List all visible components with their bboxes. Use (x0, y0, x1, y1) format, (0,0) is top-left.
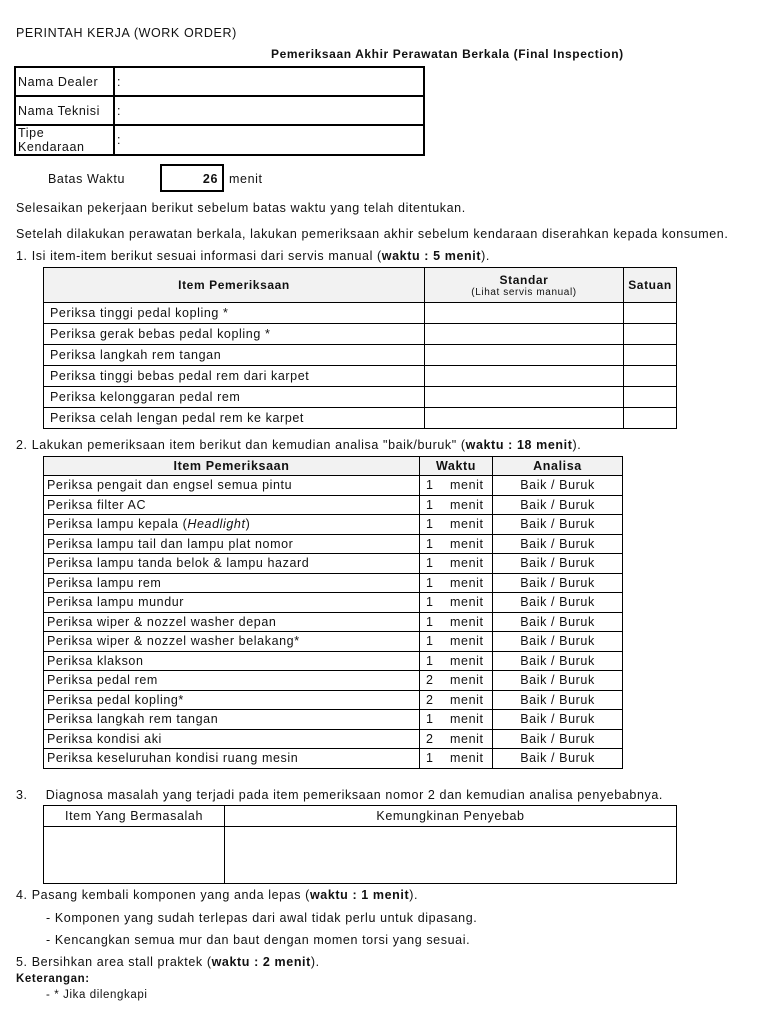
analysis-cell[interactable]: Baik / Buruk (493, 593, 623, 613)
cause-input[interactable] (225, 827, 677, 884)
time-qty: 1 (426, 712, 434, 727)
item-cell (44, 593, 420, 613)
time-cell (420, 690, 493, 710)
section3-heading (16, 788, 663, 802)
time-cell (420, 749, 493, 769)
time-qty: 1 (426, 575, 434, 590)
col-header-time: Waktu (420, 457, 493, 476)
standard-title: Standar (499, 272, 549, 287)
table-header-row (44, 268, 677, 303)
time-unit: menit (450, 634, 484, 649)
section-number: 4. (16, 888, 28, 902)
item-text: Periksa lampu kepala ( (47, 517, 188, 532)
analysis-cell[interactable]: Baik / Buruk (493, 534, 623, 554)
item-text: Periksa klakson (47, 653, 144, 668)
instruction-2: Setelah dilakukan perawatan berkala, lakukan pemeriksaan akhir sebelum kendaraan diserahkan kepada konsumen. (16, 227, 729, 241)
col-header-standard (425, 268, 624, 303)
section2-heading (16, 438, 581, 452)
table-row (44, 710, 623, 730)
table-row (44, 690, 623, 710)
unit-input[interactable] (624, 345, 677, 366)
inspection-table (43, 456, 623, 769)
time-cell (420, 651, 493, 671)
time-cell (420, 632, 493, 652)
section-end: ). (481, 249, 490, 263)
item-text: Periksa lampu rem (47, 575, 162, 590)
time-qty: 1 (426, 653, 434, 668)
time-qty: 1 (426, 614, 434, 629)
table-row (44, 408, 677, 429)
time-qty: 1 (426, 517, 434, 532)
item-text: Periksa langkah rem tangan (47, 712, 219, 727)
analysis-cell[interactable]: Baik / Buruk (493, 554, 623, 574)
table-header-row (44, 806, 677, 827)
time-qty: 2 (426, 692, 434, 707)
item-cell (44, 710, 420, 730)
time-cell (420, 534, 493, 554)
section-time: waktu : 1 menit (309, 888, 410, 902)
table-row (44, 324, 677, 345)
item-cell (44, 612, 420, 632)
table-row (44, 476, 623, 496)
page-title: Pemeriksaan Akhir Perawatan Berkala (Final Inspection) (271, 47, 624, 61)
item-cell: Periksa kelonggaran pedal rem (44, 387, 425, 408)
standards-table (43, 267, 677, 429)
time-cell (420, 671, 493, 691)
item-cell (44, 476, 420, 496)
time-unit: menit (450, 536, 484, 551)
item-cell: Periksa tinggi bebas pedal rem dari karpet (44, 366, 425, 387)
time-qty: 1 (426, 595, 434, 610)
time-limit-unit: menit (229, 172, 263, 186)
doc-type: PERINTAH KERJA (WORK ORDER) (16, 26, 237, 40)
time-unit: menit (450, 673, 484, 688)
item-cell (44, 632, 420, 652)
time-unit: menit (450, 517, 484, 532)
analysis-cell[interactable]: Baik / Buruk (493, 690, 623, 710)
instruction-1: Selesaikan pekerjaan berikut sebelum batas waktu yang telah ditentukan. (16, 201, 466, 215)
table-row (44, 554, 623, 574)
item-cell (44, 515, 420, 535)
section-text: Bersihkan area stall praktek ( (31, 955, 212, 969)
section-text: Isi item-item berikut sesuai informasi dari servis manual ( (31, 249, 382, 263)
time-cell (420, 710, 493, 730)
time-unit: menit (450, 751, 484, 766)
analysis-cell[interactable]: Baik / Buruk (493, 729, 623, 749)
time-qty: 2 (426, 731, 434, 746)
unit-input[interactable] (624, 408, 677, 429)
analysis-cell[interactable]: Baik / Buruk (493, 476, 623, 496)
col-header-cause: Kemungkinan Penyebab (225, 806, 677, 827)
item-text: Periksa filter AC (47, 497, 147, 512)
section-number: 2. (16, 438, 28, 452)
time-cell (420, 593, 493, 613)
item-cell (44, 573, 420, 593)
section-text: Diagnosa masalah yang terjadi pada item pemeriksaan nomor 2 dan kemudian analisa penyebabnya. (45, 788, 663, 802)
time-unit: menit (450, 653, 484, 668)
item-cell (44, 495, 420, 515)
info-row-vehicle (15, 125, 424, 155)
item-cell (44, 749, 420, 769)
info-label: Tipe Kendaraan (15, 125, 114, 155)
analysis-cell[interactable]: Baik / Buruk (493, 651, 623, 671)
analysis-cell[interactable]: Baik / Buruk (493, 495, 623, 515)
info-row-technician (15, 96, 424, 125)
item-cell (44, 729, 420, 749)
time-cell (420, 573, 493, 593)
standard-input[interactable] (425, 366, 624, 387)
diagnosis-table (43, 805, 677, 884)
item-cell: Periksa tinggi pedal kopling * (44, 303, 425, 324)
problem-item-input[interactable] (44, 827, 225, 884)
table-header-row (44, 457, 623, 476)
section-end: ). (409, 888, 419, 902)
time-cell (420, 612, 493, 632)
time-qty: 1 (426, 478, 434, 493)
section5-heading (16, 955, 320, 969)
table-row (44, 366, 677, 387)
info-label: Nama Dealer (15, 67, 114, 96)
item-text: Periksa lampu tanda belok & lampu hazard (47, 556, 310, 571)
info-label: Nama Teknisi (15, 96, 114, 125)
section-number: 3. (16, 788, 28, 802)
time-unit: menit (450, 556, 484, 571)
table-row (44, 632, 623, 652)
col-header-item: Item Pemeriksaan (44, 268, 425, 303)
time-unit: menit (450, 595, 484, 610)
col-header-unit: Satuan (624, 268, 677, 303)
item-text: Periksa pedal rem (47, 673, 158, 688)
time-qty: 1 (426, 497, 434, 512)
item-text: Periksa pedal kopling* (47, 692, 184, 707)
time-cell (420, 554, 493, 574)
item-cell (44, 651, 420, 671)
time-cell (420, 515, 493, 535)
time-unit: menit (450, 497, 484, 512)
unit-input[interactable] (624, 324, 677, 345)
table-row (44, 651, 623, 671)
time-qty: 1 (426, 556, 434, 571)
unit-input[interactable] (624, 387, 677, 408)
standard-input[interactable] (425, 345, 624, 366)
time-unit: menit (450, 731, 484, 746)
notes-title: Keterangan: (16, 973, 90, 985)
item-cell (44, 690, 420, 710)
section4-heading (16, 888, 418, 902)
table-row (44, 612, 623, 632)
analysis-cell[interactable]: Baik / Buruk (493, 573, 623, 593)
section-end: ). (310, 955, 320, 969)
unit-input[interactable] (624, 366, 677, 387)
time-unit: menit (450, 692, 484, 707)
table-row (44, 593, 623, 613)
item-text: Periksa lampu mundur (47, 595, 185, 610)
item-cell: Periksa celah lengan pedal rem ke karpet (44, 408, 425, 429)
time-unit: menit (450, 478, 484, 493)
item-cell: Periksa gerak bebas pedal kopling * (44, 324, 425, 345)
dealer-field[interactable]: : (114, 67, 424, 96)
standard-input[interactable] (425, 303, 624, 324)
item-cell (44, 671, 420, 691)
table-row (44, 345, 677, 366)
table-row (44, 387, 677, 408)
note-item: - * Jika dilengkapi (46, 989, 148, 1001)
table-row (44, 495, 623, 515)
time-cell (420, 476, 493, 496)
analysis-cell[interactable]: Baik / Buruk (493, 632, 623, 652)
standard-input[interactable] (425, 408, 624, 429)
time-limit-value: 26 (160, 164, 224, 192)
item-text: Periksa pengait dan engsel semua pintu (47, 478, 293, 493)
bullet-item: - Komponen yang sudah terlepas dari awal tidak perlu untuk dipasang. (46, 911, 478, 925)
analysis-cell[interactable]: Baik / Buruk (493, 515, 623, 535)
table-row (44, 573, 623, 593)
section-number: 1. (16, 249, 28, 263)
table-row (44, 303, 677, 324)
standard-input[interactable] (425, 387, 624, 408)
time-unit: menit (450, 712, 484, 727)
table-row (44, 515, 623, 535)
analysis-cell[interactable]: Baik / Buruk (493, 749, 623, 769)
time-cell (420, 729, 493, 749)
col-header-problem-item: Item Yang Bermasalah (44, 806, 225, 827)
section-time: waktu : 5 menit (381, 249, 482, 263)
time-qty: 1 (426, 751, 434, 766)
standard-subtitle: (Lihat servis manual) (471, 286, 577, 298)
vehicle-type-field[interactable]: : (114, 125, 424, 155)
item-cell (44, 534, 420, 554)
item-cell (44, 554, 420, 574)
col-header-item: Item Pemeriksaan (44, 457, 420, 476)
item-cell: Periksa langkah rem tangan (44, 345, 425, 366)
time-unit: menit (450, 614, 484, 629)
table-row (44, 827, 677, 884)
item-text: Periksa wiper & nozzel washer depan (47, 614, 277, 629)
technician-field[interactable]: : (114, 96, 424, 125)
item-text-end: ) (245, 517, 251, 532)
table-row (44, 671, 623, 691)
section-time: waktu : 2 menit (211, 955, 311, 969)
section-text: Pasang kembali komponen yang anda lepas ( (31, 888, 310, 902)
table-row (44, 729, 623, 749)
analysis-cell[interactable]: Baik / Buruk (493, 671, 623, 691)
bullet-item: - Kencangkan semua mur dan baut dengan momen torsi yang sesuai. (46, 933, 471, 947)
item-text: Periksa lampu tail dan lampu plat nomor (47, 536, 294, 551)
time-unit: menit (450, 575, 484, 590)
info-table (14, 66, 425, 156)
section1-heading (16, 249, 490, 263)
section-end: ). (572, 438, 582, 452)
analysis-cell[interactable]: Baik / Buruk (493, 710, 623, 730)
section-time: waktu : 18 menit (465, 438, 573, 452)
item-text: Periksa keseluruhan kondisi ruang mesin (47, 751, 299, 766)
section-number: 5. (16, 955, 28, 969)
info-row-dealer (15, 67, 424, 96)
time-cell (420, 495, 493, 515)
time-qty: 2 (426, 673, 434, 688)
time-qty: 1 (426, 634, 434, 649)
table-row (44, 534, 623, 554)
item-text-italic: Headlight (187, 517, 246, 532)
table-row (44, 749, 623, 769)
time-qty: 1 (426, 536, 434, 551)
section-text: Lakukan pemeriksaan item berikut dan kemudian analisa "baik/buruk" ( (31, 438, 466, 452)
time-limit-label: Batas Waktu (48, 172, 125, 186)
unit-input[interactable] (624, 303, 677, 324)
item-text: Periksa kondisi aki (47, 731, 162, 746)
item-text: Periksa wiper & nozzel washer belakang* (47, 634, 300, 649)
standard-input[interactable] (425, 324, 624, 345)
analysis-cell[interactable]: Baik / Buruk (493, 612, 623, 632)
col-header-analysis: Analisa (493, 457, 623, 476)
